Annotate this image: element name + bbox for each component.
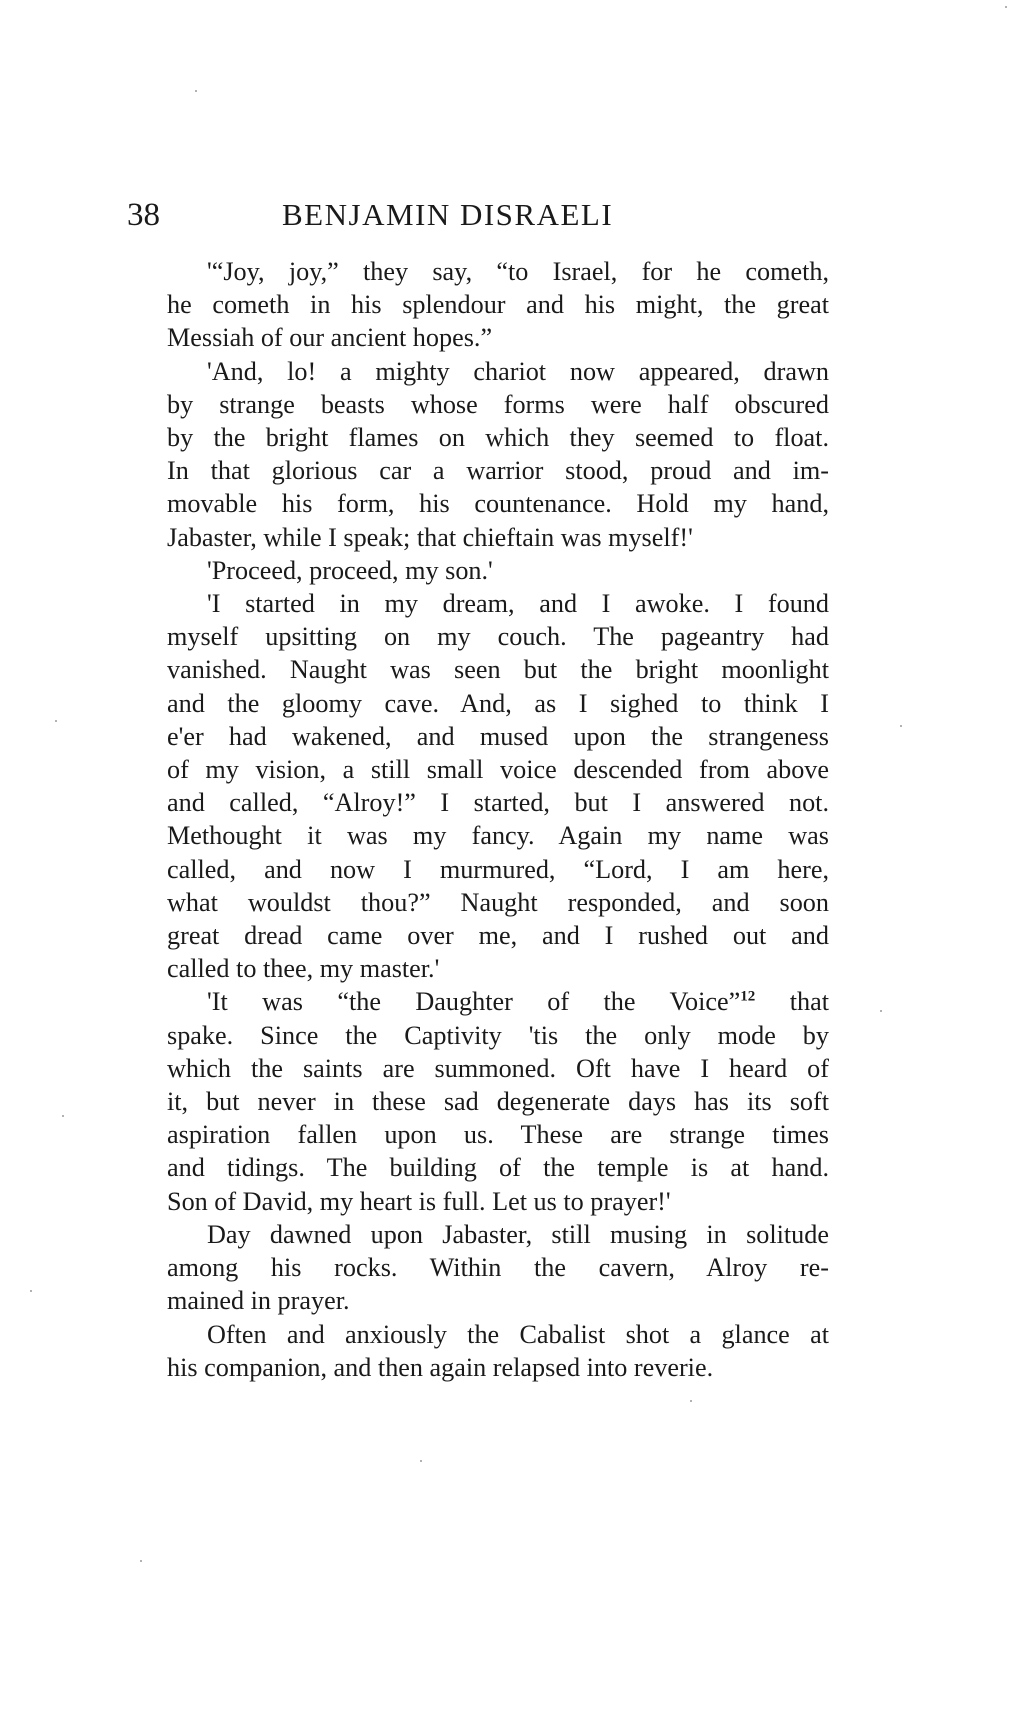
book-page xyxy=(127,195,829,1384)
page-number: 38 xyxy=(127,197,160,233)
running-title: BENJAMIN DISRAELI xyxy=(282,197,614,232)
text-line: spake. Since the Captivity 'tis the only mode by xyxy=(167,1020,829,1050)
paragraph-5 xyxy=(127,985,829,1217)
text-line: of my vision, a still small voice descended from above xyxy=(167,755,829,785)
scan-speck xyxy=(900,725,902,727)
text-line: great dread came over me, and I rushed out and xyxy=(167,921,829,951)
text-line: called to thee, my master.' xyxy=(167,954,440,984)
text-line: which the saints are summoned. Oft have I heard of xyxy=(167,1053,829,1083)
text-line: and tidings. The building of the temple is at hand. xyxy=(167,1153,829,1183)
scan-speck xyxy=(55,720,57,722)
text-line: and called, “Alroy!” I started, but I answered not. xyxy=(167,788,829,818)
text-line: Jabaster, while I speak; that chieftain was myself!' xyxy=(167,522,693,552)
text-line: 'And, lo! a mighty chariot now appeared, drawn xyxy=(207,356,829,386)
paragraph-2 xyxy=(127,355,829,554)
paragraph-7 xyxy=(127,1318,829,1384)
text-line: his companion, and then again relapsed into reverie. xyxy=(167,1352,714,1382)
text-line: what wouldst thou?” Naught responded, and soon xyxy=(167,887,829,917)
line-text-after-note: that xyxy=(755,987,829,1017)
text-line: In that glorious car a warrior stood, proud and im- xyxy=(167,456,829,486)
text-line: it, but never in these sad degenerate days has its soft xyxy=(167,1087,829,1117)
text-line: movable his form, his countenance. Hold my hand, xyxy=(167,489,829,519)
text-line: e'er had wakened, and mused upon the strangeness xyxy=(167,721,829,751)
text-line: among his rocks. Within the cavern, Alroy re- xyxy=(167,1253,829,1283)
text-line: by strange beasts whose forms were half obscured xyxy=(167,389,829,419)
scan-speck xyxy=(880,1010,882,1012)
text-line-with-note xyxy=(127,985,829,1018)
text-line: called, and now I murmured, “Lord, I am here, xyxy=(167,854,829,884)
text-line: 'Proceed, proceed, my son.' xyxy=(207,555,493,585)
text-line: by the bright flames on which they seemed to float. xyxy=(167,423,829,453)
text-line: Methought it was my fancy. Again my name was xyxy=(167,821,829,851)
scan-speck xyxy=(62,1115,64,1117)
scan-speck xyxy=(1005,6,1007,8)
text-line: and the gloomy cave. And, as I sighed to think I xyxy=(167,688,829,718)
text-line: '“Joy, joy,” they say, “to Israel, for he cometh, xyxy=(207,257,829,286)
paragraph-6 xyxy=(127,1218,829,1318)
paragraph-4 xyxy=(127,587,829,985)
text-line: he cometh in his splendour and his might, the great xyxy=(167,290,829,320)
page-header xyxy=(127,195,829,245)
scan-speck xyxy=(690,1400,692,1402)
scan-speck xyxy=(30,1290,32,1292)
text-line: aspiration fallen upon us. These are strange times xyxy=(167,1120,829,1150)
text-line: Messiah of our ancient hopes.” xyxy=(167,323,493,353)
text-line: Son of David, my heart is full. Let us to prayer!' xyxy=(167,1186,671,1216)
paragraph-1 xyxy=(127,255,829,355)
text-line: 'I started in my dream, and I awoke. I found xyxy=(207,589,829,619)
paragraph-3 xyxy=(127,554,829,587)
scan-speck xyxy=(140,1560,142,1562)
text-line: mained in prayer. xyxy=(167,1286,350,1316)
scan-speck xyxy=(195,90,197,92)
text-line: vanished. Naught was seen but the bright moonlight xyxy=(167,655,829,685)
scan-speck xyxy=(420,1460,422,1462)
footnote-reference[interactable]: 12 xyxy=(740,988,756,1005)
line-text-before-note: 'It was “the Daughter of the Voice” xyxy=(207,987,741,1017)
text-line: Day dawned upon Jabaster, still musing in solitude xyxy=(207,1219,829,1249)
text-line: Often and anxiously the Cabalist shot a glance at xyxy=(207,1319,829,1349)
text-line: myself upsitting on my couch. The pageantry had xyxy=(167,622,829,652)
